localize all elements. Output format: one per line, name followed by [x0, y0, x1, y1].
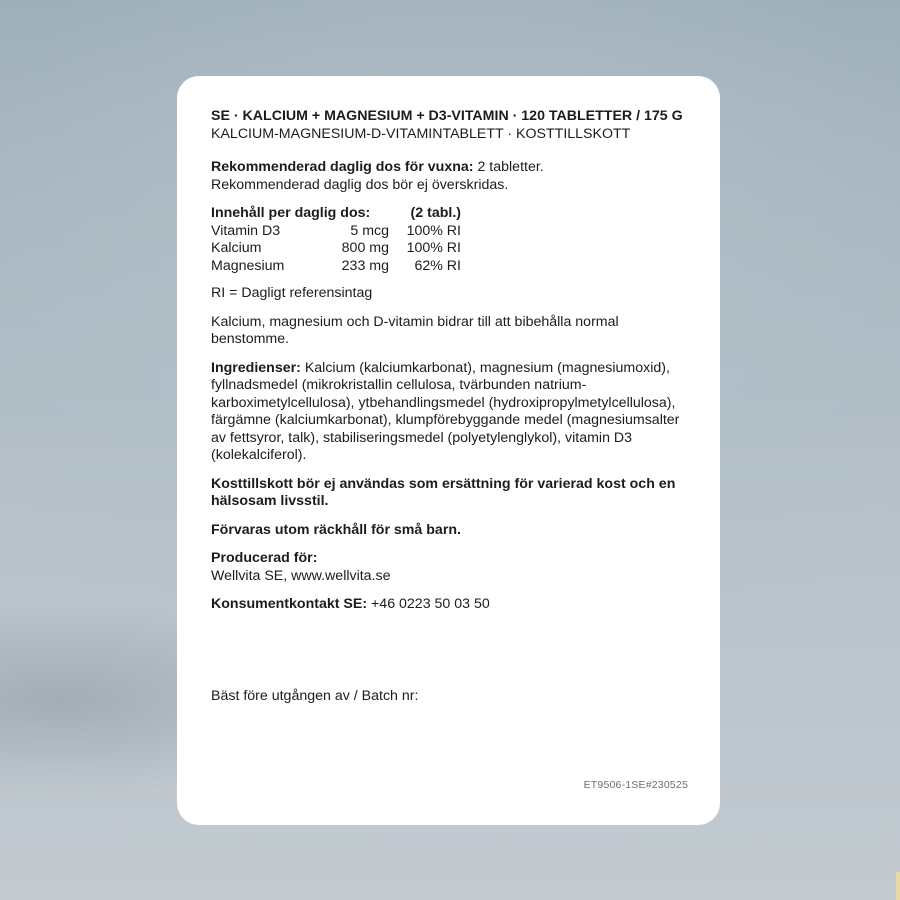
children-warning-text: Förvaras utom räckhåll för små barn. [211, 521, 461, 538]
nutrient-ri: 100% RI [406, 222, 461, 239]
diet-warning-text: Kosttillskott bör ej användas som ersättning för varierad kost och en hälsosam livsstil. [211, 475, 676, 509]
product-label [177, 76, 720, 825]
contact-line [211, 596, 690, 614]
nutrition-table [211, 205, 461, 275]
dose-line [211, 159, 690, 177]
ingredients [211, 360, 690, 465]
children-warning [211, 522, 690, 540]
nutrition-per: (2 tabl.) [410, 205, 461, 221]
nutrient-amount: 233 mg [341, 257, 389, 274]
nutrient-name: Magnesium [211, 257, 285, 274]
nutrient-amount: 5 mcg [350, 222, 389, 239]
nutrient-amount: 800 mg [341, 240, 389, 256]
ingredients-text: Kalcium (kalciumkarbonat), magnesium (magnesiumoxid), fyllnadsmedel (mikrokristallin cellulosa, tvärbunden natriumkarboximetylcellulosa), ytbehandlingsmedel (hydroxipropylmetylcellulosa), färgämne (kalciumkarbonat), klumpförebyggande medel (magnesiumsalter av fettsyror, talk), stabiliseringsmedel (polyetylenglykol), vitamin D3 (kolekalciferol). [211, 359, 680, 463]
product-subtitle: KALCIUM-MAGNESIUM-D-VITAMINTABLETT · KOSTTILLSKOTT [211, 125, 631, 142]
nutrient-name: Vitamin D3 [211, 222, 281, 239]
corner-accent [896, 872, 900, 900]
product-code: ET9506-1SE#230525 [583, 779, 688, 791]
table-row [211, 240, 461, 258]
dose-value: 2 tabletter. [473, 159, 544, 175]
nutrient-ri: 62% RI [414, 257, 461, 274]
health-claim: Kalcium, magnesium och D-vitamin bidrar till att bibehålla normal benstomme. [211, 313, 619, 347]
dose-warning: Rekommenderad daglig dos bör ej överskridas. [211, 176, 509, 193]
nutrition-heading: Innehåll per daglig dos: [211, 205, 371, 221]
nutrient-name: Kalcium [211, 240, 262, 256]
table-row [211, 258, 461, 276]
producer-section [211, 550, 690, 585]
ingredients-heading: Ingredienser: [211, 359, 301, 376]
nutrition-header [211, 205, 461, 223]
dose-heading: Rekommenderad daglig dos för vuxna: [211, 159, 474, 175]
ri-note: RI = Dagligt referensintag [211, 285, 373, 301]
producer-heading-text: Producerad för: [211, 550, 318, 566]
nutrient-ri: 100% RI [406, 240, 461, 256]
contact-heading: Konsumentkontakt SE: [211, 596, 368, 612]
best-before: Bäst före utgången av / Batch nr: [211, 688, 419, 704]
dose-section [211, 159, 690, 194]
contact-phone: +46 0223 50 03 50 [367, 596, 490, 612]
table-row [211, 223, 461, 241]
producer-heading [211, 550, 690, 568]
product-title: SE · KALCIUM + MAGNESIUM + D3-VITAMIN · 120 TABLETTER / 175 G [211, 108, 683, 124]
producer-text: Wellvita SE, www.wellvita.se [211, 567, 391, 584]
diet-warning [211, 476, 690, 511]
